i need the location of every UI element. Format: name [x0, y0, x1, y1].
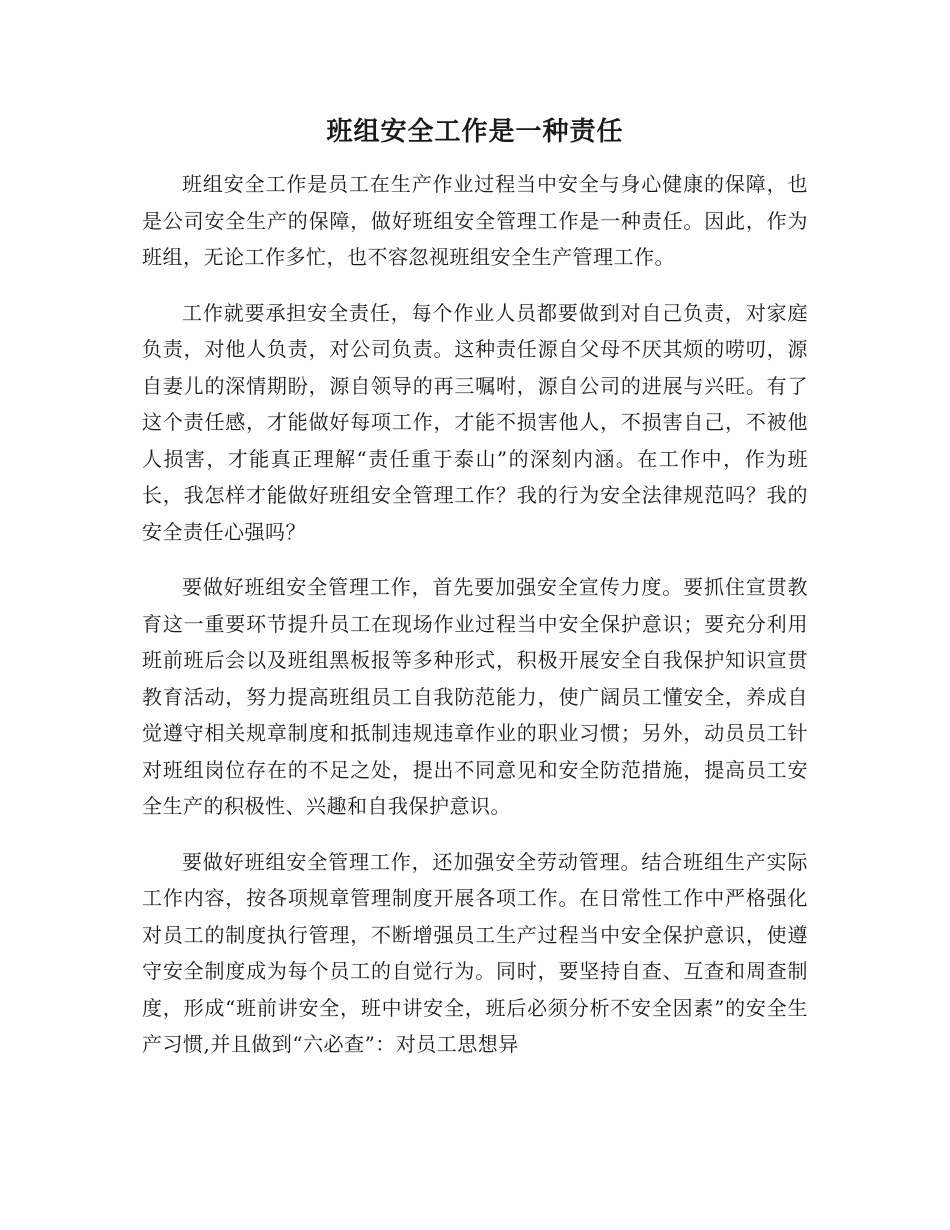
paragraph-3: 要做好班组安全管理工作，首先要加强安全宣传力度。要抓住宣贯教育这一重要环节提升员工在现场作业过程当中安全保护意识；要充分利用班前班后会以及班组黑板报等多种形式，积极开展安全自我保护知识宣贯教育活动，努力提高班组员工自我防范能力，使广阔员工懂安全，养成自觉遵守相关规章制度和抵制违规违章作业的职业习惯；另外，动员员工针对班组岗位存在的不足之处，提出不同意见和安全防范措施，提高员工安全生产的积极性、兴趣和自我保护意识。: [142, 575, 808, 818]
document-body: [142, 166, 808, 1082]
paragraph-2: 工作就要承担安全责任，每个作业人员都要做到对自己负责，对家庭负责，对他人负责，对公司负责。这种责任源自父母不厌其烦的唠叨，源自妻儿的深情期盼，源自领导的再三嘱咐，源自公司的进展与兴旺。有了这个责任感，才能做好每项工作，才能不损害他人，不损害自己，不被他人损害，才能真正理解“责任重于泰山”的深刻内涵。在工作中，作为班长，我怎样才能做好班组安全管理工作？我的行为安全法律规范吗？我的安全责任心强吗？: [142, 300, 808, 544]
paragraph-1: 班组安全工作是员工在生产作业过程当中安全与身心健康的保障，也是公司安全生产的保障，做好班组安全管理工作是一种责任。因此，作为班组，无论工作多忙，也不容忽视班组安全生产管理工作。: [142, 172, 808, 269]
paragraph-4: 要做好班组安全管理工作，还加强安全劳动管理。结合班组生产实际工作内容，按各项规章管理制度开展各项工作。在日常性工作中严格强化对员工的制度执行管理，不断增强员工生产过程当中安全保护意识，使遵守安全制度成为每个员工的自觉行为。同时，要坚持自查、互查和周查制度，形成“班前讲安全，班中讲安全，班后必须分析不安全因素”的安全生产习惯,并且做到“六必查”：对员工思想异: [142, 849, 808, 1056]
document-title: 班组安全工作是一种责任: [326, 117, 624, 147]
